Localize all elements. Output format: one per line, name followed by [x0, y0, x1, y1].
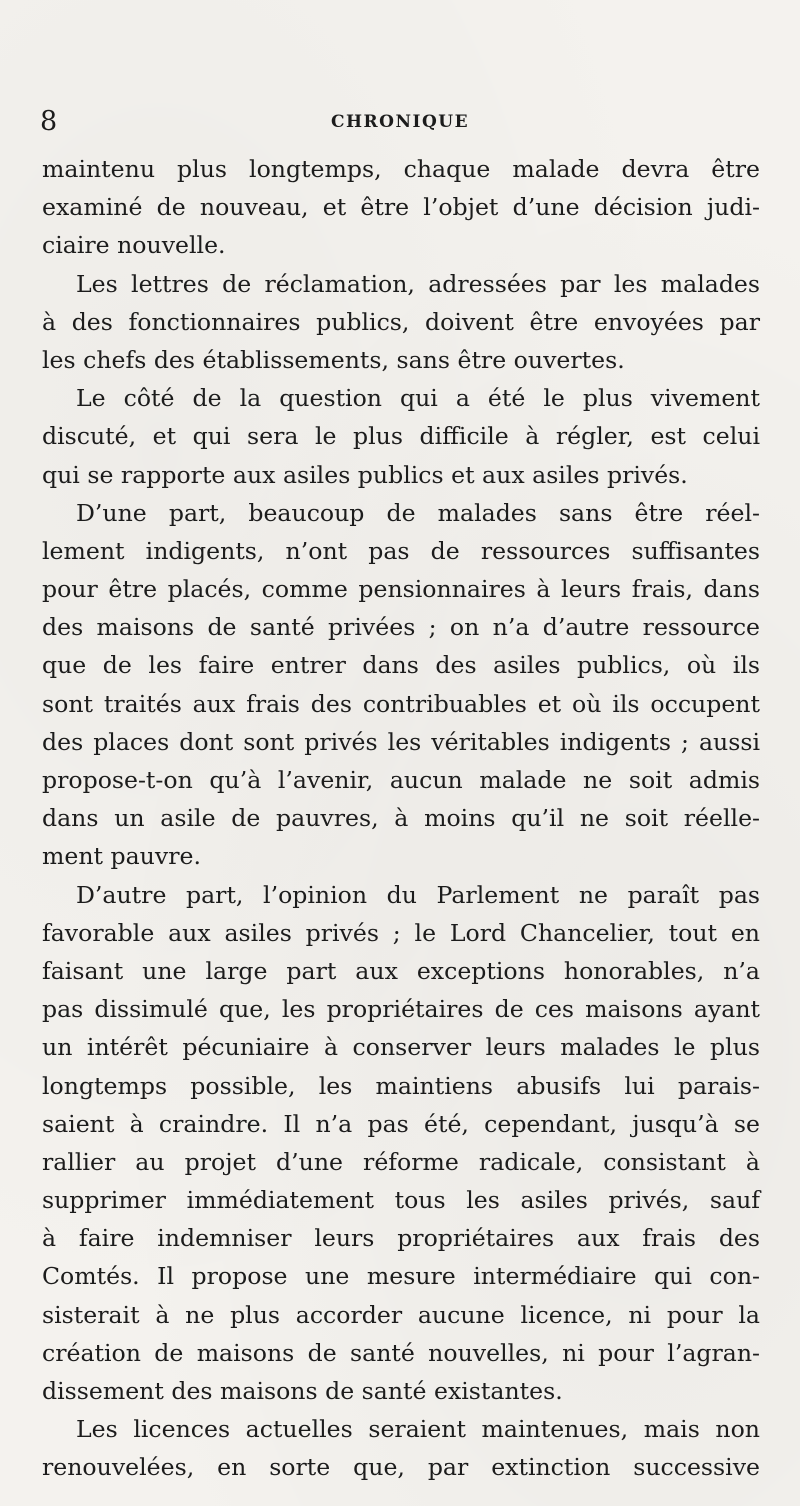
- text-line: saient à craindre. Il n’a pas été, cependant, jusqu’à se: [42, 1109, 760, 1138]
- page-header: [40, 102, 760, 142]
- running-title: CHRONIQUE: [330, 112, 470, 132]
- text-line: pas dissimulé que, les propriétaires de ces maisons ayant: [42, 995, 760, 1024]
- text-line: longtemps possible, les maintiens abusifs lui parais-: [42, 1071, 760, 1100]
- text-line: Comtés. Il propose une mesure intermédiaire qui con-: [42, 1262, 760, 1291]
- text-line: qui se rapporte aux asiles publics et aux asiles privés.: [42, 460, 688, 489]
- text-line: sisterait à ne plus accorder aucune licence, ni pour la: [42, 1300, 760, 1329]
- text-line: dans un asile de pauvres, à moins qu’il ne soit réelle-: [42, 804, 760, 833]
- text-line: rallier au projet d’une réforme radicale, consistant à: [42, 1147, 760, 1176]
- paragraph-first-line: Les licences actuelles seraient maintenues, mais non: [76, 1415, 760, 1444]
- text-line: renouvelées, en sorte que, par extinction successive: [42, 1453, 760, 1482]
- text-line: discuté, et qui sera le plus difficile à régler, est celui: [42, 422, 760, 451]
- page-number: 8: [40, 106, 58, 137]
- paragraph-first-line: Le côté de la question qui a été le plus vivement: [76, 384, 760, 413]
- text-line: création de maisons de santé nouvelles, ni pour l’agran-: [42, 1338, 760, 1367]
- text-line: pour être placés, comme pensionnaires à leurs frais, dans: [42, 575, 760, 604]
- text-line: examiné de nouveau, et être l’objet d’une décision judi-: [42, 193, 760, 222]
- paragraph-first-line: Les lettres de réclamation, adressées par les malades: [76, 269, 760, 298]
- text-line: maintenu plus longtemps, chaque malade devra être: [42, 155, 760, 183]
- text-line: un intérêt pécuniaire à conserver leurs malades le plus: [42, 1033, 760, 1062]
- text-line: propose-t-on qu’à l’avenir, aucun malade ne soit admis: [42, 766, 760, 794]
- text-line: supprimer immédiatement tous les asiles privés, sauf: [42, 1186, 760, 1215]
- text-line: favorable aux asiles privés ; le Lord Chancelier, tout en: [42, 918, 760, 947]
- text-line: à faire indemniser leurs propriétaires aux frais des: [42, 1224, 760, 1253]
- text-line: à des fonctionnaires publics, doivent être envoyées par: [42, 307, 760, 336]
- text-line: ment pauvre.: [42, 842, 201, 871]
- body-text: [42, 150, 760, 1487]
- text-line: sont traités aux frais des contribuables et où ils occupent: [42, 689, 760, 718]
- text-line: des places dont sont privés les véritables indigents ; aussi: [42, 727, 760, 756]
- text-line: dissement des maisons de santé existantes.: [42, 1377, 563, 1405]
- text-line: que de les faire entrer dans des asiles publics, où ils: [42, 651, 760, 680]
- paragraph-first-line: D’autre part, l’opinion du Parlement ne paraît pas: [76, 880, 760, 909]
- text-line: faisant une large part aux exceptions honorables, n’a: [42, 956, 760, 985]
- text-line: des maisons de santé privées ; on n’a d’autre ressource: [42, 613, 760, 642]
- text-line: lement indigents, n’ont pas de ressources suffisantes: [42, 536, 760, 565]
- text-line: ciaire nouvelle.: [42, 231, 226, 260]
- paragraph-first-line: D’une part, beaucoup de malades sans être réel-: [76, 498, 760, 527]
- text-line: les chefs des établissements, sans être ouvertes.: [42, 345, 625, 374]
